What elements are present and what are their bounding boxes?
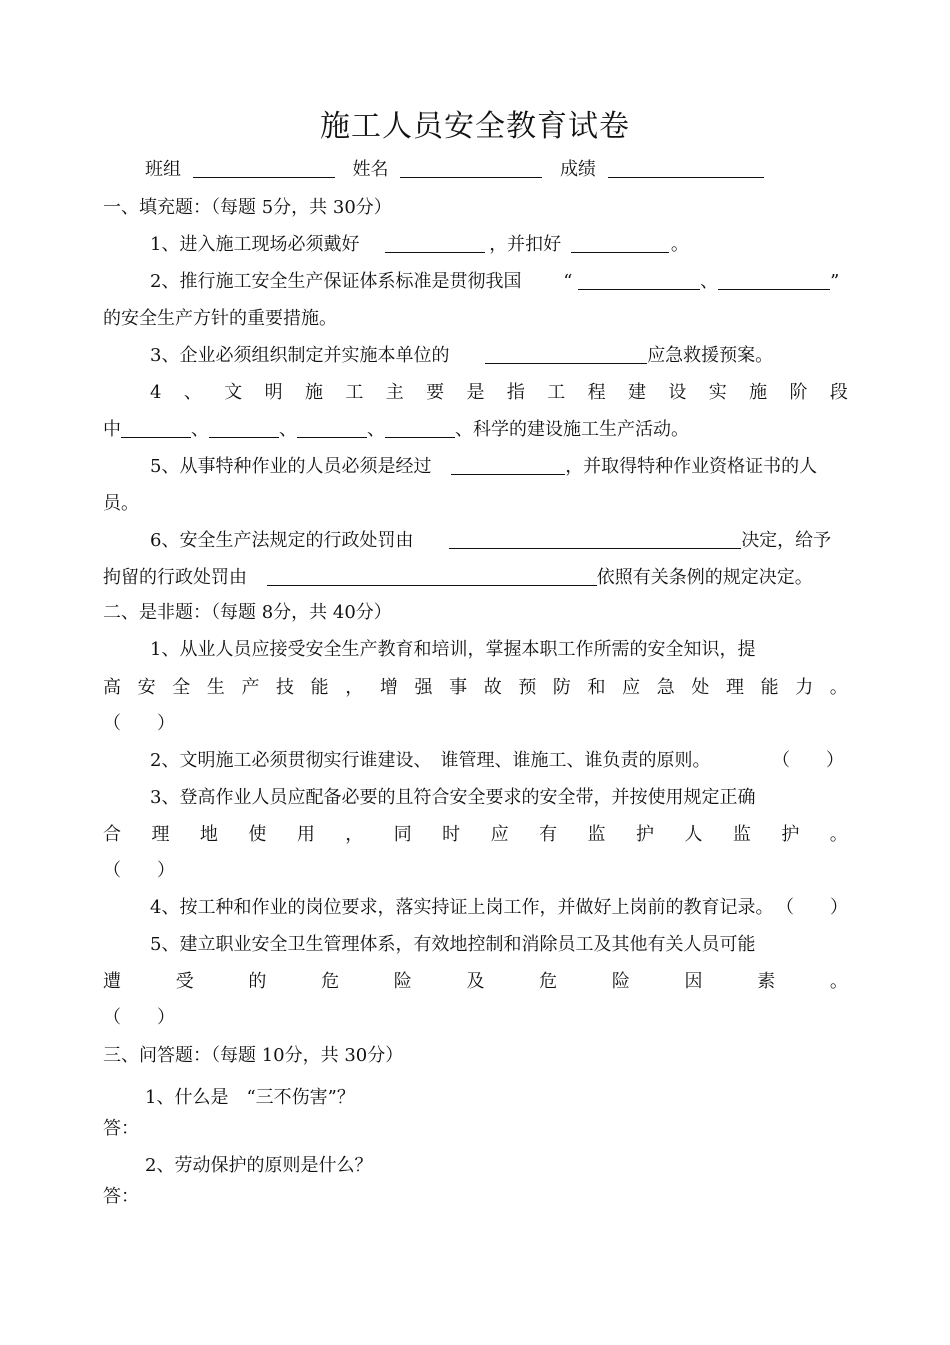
page-title: 施工人员安全教育试卷 (320, 109, 630, 144)
fill-q5-blank[interactable] (451, 456, 565, 475)
fill-q4-line1: 4 、 文 明 施 工 主 要 是 指 工 程 建 设 实 施 阶 段 (150, 382, 848, 403)
judge-q4-answer-paren[interactable]: （ ） (776, 897, 848, 918)
qa-q2: 2、劳动保护的原则是什么？ (145, 1155, 373, 1176)
qa-q2-answer-label: 答： (103, 1186, 139, 1207)
fill-q2-line2: 的安全生产方针的重要措施。 (103, 308, 337, 329)
section-fill-heading: 一、填充题：（每题 5分，共 30分） (103, 197, 392, 218)
judge-q3-line1: 3、登高作业人员应配备必要的且符合安全要求的安全带，并按使用规定正确 (150, 787, 756, 808)
fill-q1-blank-2[interactable] (571, 234, 669, 253)
judge-q3-line2: 合 理 地 使 用 ， 同 时 应 有 监 护 人 监 护 。 (103, 824, 848, 845)
name-label: 姓名 (352, 159, 389, 180)
fill-q6-blank-2[interactable] (267, 567, 597, 586)
judge-q5-line1: 5、建立职业安全卫生管理体系，有效地控制和消除员工及其他有关人员可能 (150, 934, 756, 955)
fill-q2-blank-1[interactable] (578, 271, 700, 290)
class-label: 班组 (145, 159, 181, 180)
score-label: 成绩 (559, 159, 596, 180)
fill-q1: 1、进入施工现场必须戴好 ，并扣好 。 (150, 234, 689, 255)
fill-q3-blank[interactable] (485, 345, 647, 364)
judge-q4: 4、按工种和作业的岗位要求，落实持证上岗工作，并做好上岗前的教育记录。 (150, 897, 774, 918)
fill-q6: 6、安全生产法规定的行政处罚由 决定，给予 (150, 530, 832, 551)
fill-q4-line2: 中 、 、 、 、科学的建设施工生产活动。 (103, 419, 689, 440)
fill-q5-line2: 员。 (103, 493, 139, 514)
qa-q1-answer-label: 答： (103, 1118, 139, 1139)
name-field[interactable] (400, 159, 542, 178)
judge-q5-answer-paren[interactable]: （ ） (103, 1007, 175, 1028)
fill-q6-line2: 拘留的行政处罚由 依照有关条例的规定决定。 (103, 567, 813, 588)
fill-q4-blank-1[interactable] (121, 419, 191, 438)
fill-q2: 2、推行施工安全生产保证体系标准是贯彻我国 “ 、 ” (150, 271, 840, 292)
judge-q2: 2、文明施工必须贯彻实行谁建设、 谁管理、谁施工、谁负责的原则。 (150, 750, 711, 771)
fill-q6-blank-1[interactable] (449, 530, 741, 549)
qa-q1: 1、什么是 “三不伤害”？ (145, 1087, 355, 1108)
fill-q2-blank-2[interactable] (718, 271, 830, 290)
judge-q1-line2: 高 安 全 生 产 技 能 ， 增 强 事 故 预 防 和 应 急 处 理 能 力 。 (103, 677, 848, 698)
judge-q5-line2: 遭 受 的 危 险 及 危 险 因 素 。 (103, 971, 848, 992)
fill-q3: 3、企业必须组织制定并实施本单位的 应急救援预案。 (150, 345, 774, 366)
fill-q4-blank-2[interactable] (209, 419, 279, 438)
class-field[interactable] (193, 159, 335, 178)
judge-q1-line1: 1、从业人员应接受安全生产教育和培训，掌握本职工作所需的安全知识，提 (150, 639, 756, 660)
fill-q5: 5、从事特种作业的人员必须是经过 ，并取得特种作业资格证书的人 (150, 456, 818, 477)
judge-q2-answer-paren[interactable]: （ ） (772, 750, 844, 771)
section-judge-heading: 二、是非题：（每题 8分，共 40分） (103, 602, 392, 623)
fill-q4-blank-4[interactable] (385, 419, 455, 438)
judge-q3-answer-paren[interactable]: （ ） (103, 860, 175, 881)
fill-q4-blank-3[interactable] (297, 419, 367, 438)
fill-q1-blank-1[interactable] (385, 234, 485, 253)
header-fields (145, 158, 764, 182)
judge-q1-answer-paren[interactable]: （ ） (103, 713, 175, 734)
section-qa-heading: 三、问答题：（每题 10分，共 30分） (103, 1045, 404, 1066)
score-field[interactable] (608, 159, 764, 178)
